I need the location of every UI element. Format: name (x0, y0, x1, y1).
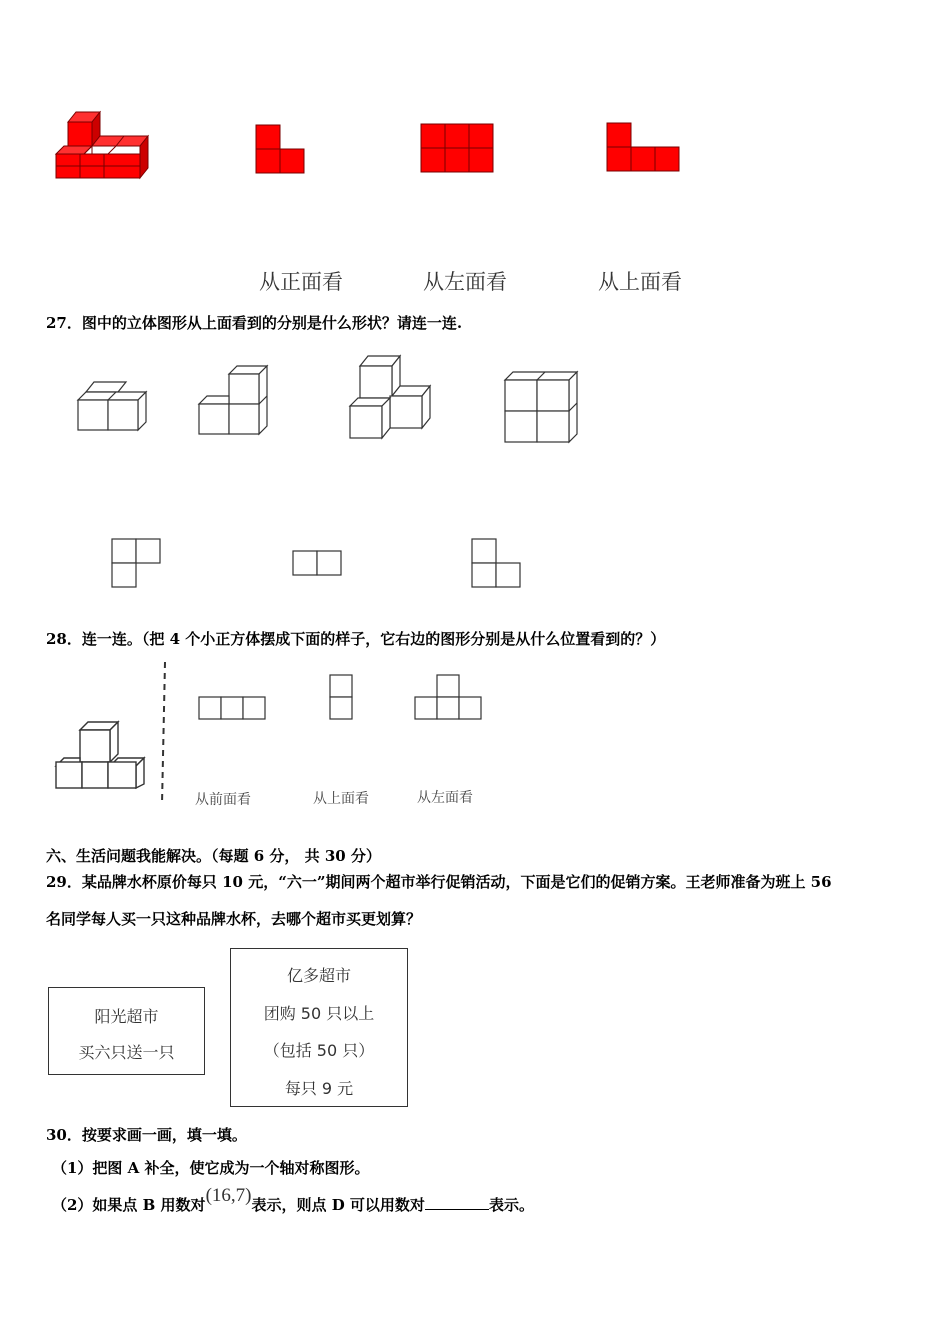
solid-b (197, 364, 271, 436)
store-b-line1: 团购 50 只以上 (263, 1004, 375, 1023)
red-view-front (255, 124, 305, 174)
store-b-box (230, 948, 408, 1107)
solid-a (76, 380, 150, 434)
store-a-offer: 买六只送一只 (78, 1043, 175, 1062)
store-b-name: 亿多超市 (286, 966, 351, 985)
top-view-option-3 (471, 538, 523, 588)
four-cube-solid (54, 718, 148, 790)
caption-top-view: 从上面看 (598, 270, 682, 294)
question-29-line1: 29．某品牌水杯原价每只 10 元，“六一”期间两个超市举行促销活动，下面是它们的促销方案。王老师准备为班上 56 (46, 873, 832, 891)
view-t-shape (414, 674, 482, 720)
question-29-line2: 名同学每人买一只这种品牌水杯，去哪个超市买更划算？ (46, 910, 422, 928)
store-a-box (48, 987, 205, 1075)
red-view-left (420, 123, 494, 173)
red-cube-solid (50, 108, 150, 183)
dashed-divider (160, 662, 168, 804)
top-view-option-1 (111, 538, 163, 588)
part-2-text-middle: 表示，则点 D 可以用数对 (251, 1196, 425, 1214)
store-b-line2: （包括 50 只） (263, 1041, 375, 1060)
solid-c (348, 354, 434, 440)
caption-from-front: 从前面看 (195, 792, 251, 808)
store-b-line3: 每只 9 元 (284, 1079, 354, 1098)
caption-front-view: 从正面看 (259, 270, 343, 294)
section-6-heading: 六、生活问题我能解决。（每题 6 分， 共 30 分） (46, 847, 381, 865)
view-three-in-row (198, 696, 266, 720)
caption-left-view: 从左面看 (423, 270, 507, 294)
red-view-top (606, 122, 680, 172)
question-30-part-2 (52, 1185, 534, 1216)
question-30: 30．按要求画一画，填一填。 (46, 1126, 247, 1144)
view-two-stacked (329, 674, 353, 720)
question-27: 27．图中的立体图形从上面看到的分别是什么形状？请连一连. (46, 314, 463, 332)
answer-blank[interactable] (425, 1195, 489, 1210)
coordinate-pair-b: (16,7) (205, 1185, 252, 1206)
part-2-text-after: 表示。 (488, 1196, 534, 1214)
solid-d (503, 370, 579, 446)
store-a-name: 阳光超市 (94, 1007, 159, 1026)
question-28: 28．连一连。（把 4 个小正方体摆成下面的样子，它右边的图形分别是从什么位置看到的？） (46, 630, 666, 648)
part-2-text-before: （2）如果点 B 用数对 (52, 1196, 206, 1214)
caption-from-top: 从上面看 (313, 791, 369, 807)
caption-from-left: 从左面看 (417, 790, 473, 806)
question-30-part-1: （1）把图 A 补全，使它成为一个轴对称图形。 (52, 1159, 370, 1177)
top-view-option-2 (292, 550, 344, 576)
